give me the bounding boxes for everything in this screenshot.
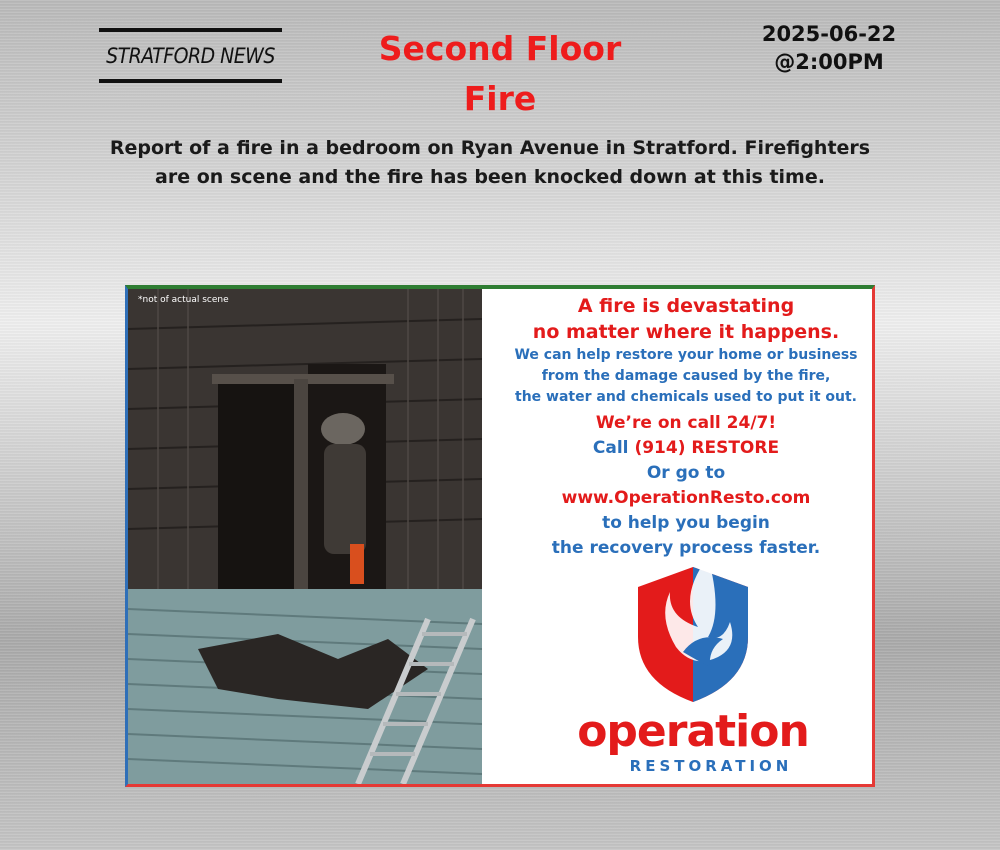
burnt-house-illustration	[128, 289, 482, 784]
headline	[340, 24, 660, 124]
headline-line-1: Second Floor	[378, 29, 622, 68]
ad-body-line-1: We can help restore your home or business	[514, 347, 858, 363]
ad-body-line-3: the water and chemicals used to put it out.	[515, 389, 857, 405]
call-prefix: Call	[592, 438, 635, 458]
brand-name: STRATFORD NEWS	[106, 43, 275, 68]
operation-restoration-logo	[558, 557, 828, 781]
on-call-text: We’re on call 24/7!	[595, 413, 777, 433]
post-date: 2025-06-22	[761, 22, 897, 46]
report-line-1: Report of a fire in a bedroom on Ryan Avenue in Stratford. Firefighters	[109, 137, 871, 159]
ad-copy	[498, 293, 874, 561]
call-line	[498, 436, 874, 461]
ad-body-line-2: from the damage caused by the fire,	[541, 368, 831, 384]
brand-logo	[99, 28, 282, 83]
logo-subtitle: RESTORATION	[629, 757, 793, 775]
date-time-block	[740, 20, 918, 76]
ad-headline-line-1: A fire is devastating	[577, 295, 795, 317]
website-link[interactable]: www.OperationResto.com	[561, 488, 811, 508]
ad-headline-line-2: no matter where it happens.	[532, 321, 840, 343]
phoenix-shield-icon	[558, 557, 828, 707]
advertisement-banner[interactable]	[125, 285, 875, 787]
logo-wordmark: operation	[577, 706, 809, 757]
photo-disclaimer: *not of actual scene	[138, 295, 229, 305]
help-line-2: the recovery process faster.	[551, 538, 821, 558]
help-line-1: to help you begin	[602, 513, 770, 533]
report-text	[90, 134, 890, 192]
phone-number[interactable]: (914) RESTORE	[634, 438, 780, 458]
post-time: @2:00PM	[774, 50, 884, 74]
or-go-to-text: Or go to	[646, 463, 726, 483]
fire-damage-photo	[128, 289, 482, 784]
report-line-2: are on scene and the fire has been knocked down at this time.	[155, 166, 825, 188]
headline-line-2: Fire	[463, 79, 537, 118]
